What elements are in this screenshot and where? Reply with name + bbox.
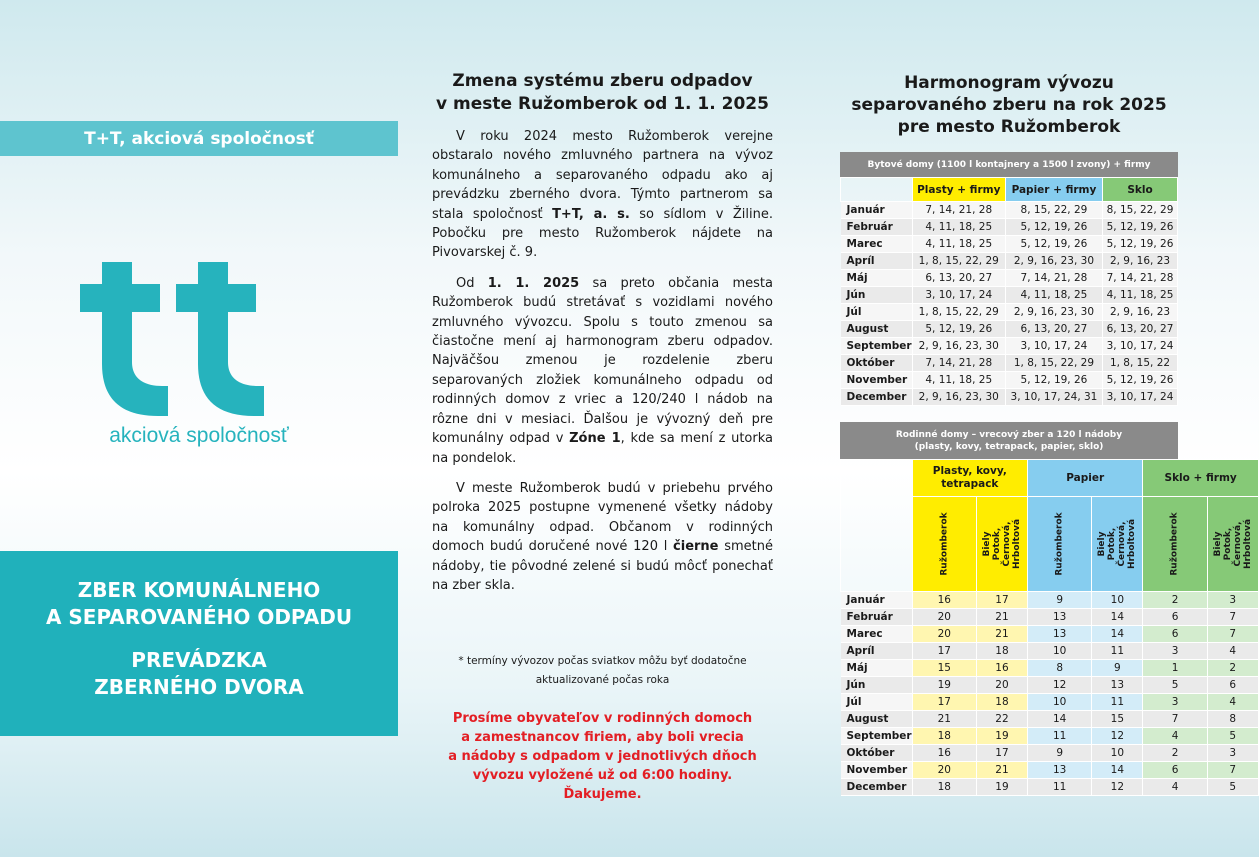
table-row (841, 338, 1178, 355)
day-cell: 9 (1028, 745, 1092, 762)
article-body (432, 127, 773, 606)
footnote-line: aktualizované počas roka (535, 674, 670, 686)
day-cell: 5 (1207, 779, 1258, 796)
dates-cell: 2, 9, 16, 23 (1103, 253, 1178, 270)
day-cell: 7 (1207, 762, 1258, 779)
group-header-glass: Sklo + firmy (1143, 460, 1258, 497)
day-cell: 21 (976, 609, 1027, 626)
day-cell: 4 (1143, 728, 1207, 745)
month-cell: September (841, 338, 913, 355)
table-row (841, 762, 1259, 779)
table-row (841, 660, 1259, 677)
dates-cell: 4, 11, 18, 25 (912, 219, 1005, 236)
schedule-title-line: separovaného zberu na rok 2025 (851, 95, 1167, 115)
table-row (841, 389, 1178, 406)
dates-cell: 5, 12, 19, 26 (1103, 372, 1178, 389)
table-row (841, 745, 1259, 762)
day-cell: 13 (1092, 677, 1143, 694)
subheader-ruzomberok: Ružomberok (1028, 497, 1092, 592)
apartment-blocks-schedule-table (840, 177, 1178, 406)
brochure-title-line: A SEPAROVANÉHO ODPADU (45, 605, 353, 629)
subheader-ruzomberok: Ružomberok (912, 497, 976, 592)
column-header-glass: Sklo (1103, 178, 1178, 202)
table-row (841, 592, 1259, 609)
day-cell: 10 (1092, 745, 1143, 762)
month-cell: Máj (841, 270, 913, 287)
subheader-villages: Biely Potok, Černová, Hrboltová (976, 497, 1027, 592)
group-header-paper: Papier (1028, 460, 1143, 497)
dates-cell: 5, 12, 19, 26 (1103, 236, 1178, 253)
day-cell: 21 (976, 762, 1027, 779)
table2-heading (840, 422, 1178, 459)
dates-cell: 2, 9, 16, 23 (1103, 304, 1178, 321)
schedule-title-line: Harmonogram vývozu (904, 73, 1114, 93)
day-cell: 21 (976, 626, 1027, 643)
dates-cell: 3, 10, 17, 24 (912, 287, 1005, 304)
day-cell: 14 (1092, 762, 1143, 779)
day-cell: 4 (1143, 779, 1207, 796)
dates-cell: 7, 14, 21, 28 (1103, 270, 1178, 287)
group-header-plastics: Plasty, kovy, tetrapack (912, 460, 1027, 497)
day-cell: 9 (1092, 660, 1143, 677)
dates-cell: 4, 11, 18, 25 (1005, 287, 1102, 304)
dates-cell: 4, 11, 18, 25 (1103, 287, 1178, 304)
dates-cell: 7, 14, 21, 28 (912, 355, 1005, 372)
notice-line: vývozu vyložené už od 6:00 hodiny. Ďakujeme. (472, 768, 733, 802)
notice-line: a zamestnancov firiem, aby boli vrecia (461, 730, 744, 745)
schedule-title (840, 72, 1178, 138)
table-row (841, 304, 1178, 321)
dates-cell: 2, 9, 16, 23, 30 (912, 389, 1005, 406)
month-cell: Apríl (841, 253, 913, 270)
day-cell: 18 (912, 779, 976, 796)
table1-heading: Bytové domy (1100 l kontajnery a 1500 l zvony) + firmy (840, 152, 1178, 177)
day-cell: 16 (912, 592, 976, 609)
day-cell: 7 (1207, 609, 1258, 626)
dates-cell: 6, 13, 20, 27 (1005, 321, 1102, 338)
day-cell: 20 (912, 762, 976, 779)
day-cell: 21 (912, 711, 976, 728)
dates-cell: 1, 8, 15, 22 (1103, 355, 1178, 372)
paragraph-2: Od 1. 1. 2025 sa preto občania mesta Ružomberok budú stretávať s vozidlami nového zmluvného vývozcu. Spolu s touto zmenou sa čiastočne mení aj harmonogram zberu odpadov. Najväčšou zmenou je rozdelenie zberu separovaných zložiek komunálneho odpadu od rodinných domov z vriec a 120/240 l nádob na rôzne dni v mesiaci. Ďalšou je vývozný deň pre komunálny odpad v Zóne 1, kde sa mení z utorka na pondelok. (432, 275, 773, 466)
day-cell: 16 (976, 660, 1027, 677)
month-cell: November (841, 762, 913, 779)
column-header-paper: Papier + firmy (1005, 178, 1102, 202)
day-cell: 13 (1028, 626, 1092, 643)
month-cell: Apríl (841, 643, 913, 660)
day-cell: 10 (1092, 592, 1143, 609)
dates-cell: 4, 11, 18, 25 (912, 236, 1005, 253)
month-cell: Máj (841, 660, 913, 677)
month-cell: Október (841, 745, 913, 762)
day-cell: 14 (1092, 609, 1143, 626)
month-cell: September (841, 728, 913, 745)
dates-cell: 6, 13, 20, 27 (1103, 321, 1178, 338)
day-cell: 3 (1143, 694, 1207, 711)
schedule-title-line: pre mesto Ružomberok (897, 117, 1121, 137)
brochure-subtitle-line: ZBERNÉHO DVORA (94, 675, 304, 699)
dates-cell: 7, 14, 21, 28 (912, 202, 1005, 219)
month-cell: August (841, 711, 913, 728)
article-title-line: v meste Ružomberok od 1. 1. 2025 (436, 94, 769, 114)
month-cell: Jún (841, 287, 913, 304)
dates-cell: 7, 14, 21, 28 (1005, 270, 1102, 287)
day-cell: 20 (912, 626, 976, 643)
dates-cell: 1, 8, 15, 22, 29 (1005, 355, 1102, 372)
tt-logo-icon (80, 262, 300, 422)
day-cell: 10 (1028, 643, 1092, 660)
day-cell: 18 (912, 728, 976, 745)
dates-cell: 2, 9, 16, 23, 30 (1005, 304, 1102, 321)
day-cell: 12 (1028, 677, 1092, 694)
table-row (841, 728, 1259, 745)
month-cell: December (841, 779, 913, 796)
table-row (841, 643, 1259, 660)
day-cell: 2 (1207, 660, 1258, 677)
brochure-title-line: ZBER KOMUNÁLNEHO (77, 578, 321, 602)
day-cell: 5 (1207, 728, 1258, 745)
dates-cell: 2, 9, 16, 23, 30 (912, 338, 1005, 355)
subheader-villages: Biely Potok, Černová, Hrboltová (1207, 497, 1258, 592)
table-row (841, 236, 1178, 253)
day-cell: 10 (1028, 694, 1092, 711)
table2-heading-line: Rodinné domy – vrecový zber a 120 l nádoby (895, 429, 1123, 440)
day-cell: 1 (1143, 660, 1207, 677)
table-row (841, 677, 1259, 694)
table-row (841, 711, 1259, 728)
table-row (841, 253, 1178, 270)
residents-notice (432, 709, 773, 804)
day-cell: 4 (1207, 694, 1258, 711)
article-title-line: Zmena systému zberu odpadov (452, 71, 753, 91)
notice-line: a nádoby s odpadom v jednotlivých dňoch (448, 749, 757, 764)
day-cell: 11 (1028, 728, 1092, 745)
dates-cell: 5, 12, 19, 26 (1103, 219, 1178, 236)
day-cell: 19 (912, 677, 976, 694)
dates-cell: 3, 10, 17, 24 (1005, 338, 1102, 355)
notice-line: Prosíme obyvateľov v rodinných domoch (452, 711, 753, 726)
month-column-header (841, 460, 913, 592)
day-cell: 7 (1207, 626, 1258, 643)
day-cell: 15 (912, 660, 976, 677)
month-cell: Január (841, 592, 913, 609)
day-cell: 2 (1143, 592, 1207, 609)
day-cell: 9 (1028, 592, 1092, 609)
month-cell: Február (841, 609, 913, 626)
brochure-title-block (0, 551, 398, 736)
day-cell: 3 (1143, 643, 1207, 660)
footnote-line: * termíny vývozov počas sviatkov môžu byť dodatočne (458, 655, 747, 667)
table-row (841, 779, 1259, 796)
month-cell: November (841, 372, 913, 389)
day-cell: 5 (1143, 677, 1207, 694)
company-banner: T+T, akciová spoločnosť (0, 121, 398, 156)
day-cell: 12 (1092, 728, 1143, 745)
day-cell: 8 (1028, 660, 1092, 677)
day-cell: 3 (1207, 592, 1258, 609)
month-cell: August (841, 321, 913, 338)
dates-cell: 2, 9, 16, 23, 30 (1005, 253, 1102, 270)
column-header-plastics: Plasty + firmy (912, 178, 1005, 202)
day-cell: 20 (912, 609, 976, 626)
paragraph-1: V roku 2024 mesto Ružomberok verejne obstaralo nového zmluvného partnera na vývoz komunálneho a separovaného odpadu ako aj prevádzku zberného dvora. Týmto partnerom sa stala spoločnosť T+T, a. s. so sídlom v Žiline. Pobočku pre mesto Ružomberok nájdete na Pivovarskej č. 9. (432, 129, 774, 261)
article-title (430, 70, 775, 116)
day-cell: 14 (1028, 711, 1092, 728)
day-cell: 6 (1143, 609, 1207, 626)
table-row (841, 219, 1178, 236)
dates-cell: 6, 13, 20, 27 (912, 270, 1005, 287)
table-row (841, 355, 1178, 372)
dates-cell: 3, 10, 17, 24 (1103, 338, 1178, 355)
day-cell: 2 (1143, 745, 1207, 762)
table2-heading-line: (plasty, kovy, tetrapack, papier, sklo) (914, 441, 1104, 452)
table-row (841, 270, 1178, 287)
day-cell: 11 (1092, 694, 1143, 711)
month-cell: Júl (841, 304, 913, 321)
day-cell: 8 (1207, 711, 1258, 728)
day-cell: 6 (1207, 677, 1258, 694)
day-cell: 18 (976, 694, 1027, 711)
day-cell: 19 (976, 728, 1027, 745)
day-cell: 17 (976, 745, 1027, 762)
day-cell: 17 (976, 592, 1027, 609)
month-cell: Február (841, 219, 913, 236)
month-cell: Júl (841, 694, 913, 711)
dates-cell: 1, 8, 15, 22, 29 (912, 253, 1005, 270)
day-cell: 14 (1092, 626, 1143, 643)
month-cell: Január (841, 202, 913, 219)
month-column-header (841, 178, 913, 202)
dates-cell: 3, 10, 17, 24 (1103, 389, 1178, 406)
day-cell: 18 (976, 643, 1027, 660)
month-cell: Marec (841, 236, 913, 253)
day-cell: 15 (1092, 711, 1143, 728)
brochure-subtitle-line: PREVÁDZKA (131, 648, 267, 672)
day-cell: 13 (1028, 609, 1092, 626)
day-cell: 12 (1092, 779, 1143, 796)
day-cell: 19 (976, 779, 1027, 796)
dates-cell: 8, 15, 22, 29 (1005, 202, 1102, 219)
month-cell: Marec (841, 626, 913, 643)
footnote (432, 652, 773, 690)
dates-cell: 4, 11, 18, 25 (912, 372, 1005, 389)
table-row (841, 626, 1259, 643)
table-row (841, 694, 1259, 711)
table-row (841, 287, 1178, 304)
subheader-ruzomberok: Ružomberok (1143, 497, 1207, 592)
day-cell: 13 (1028, 762, 1092, 779)
dates-cell: 8, 15, 22, 29 (1103, 202, 1178, 219)
day-cell: 17 (912, 643, 976, 660)
dates-cell: 5, 12, 19, 26 (1005, 372, 1102, 389)
month-cell: December (841, 389, 913, 406)
subheader-villages: Biely Potok, Černová, Hrboltová (1092, 497, 1143, 592)
day-cell: 3 (1207, 745, 1258, 762)
dates-cell: 5, 12, 19, 26 (1005, 219, 1102, 236)
dates-cell: 1, 8, 15, 22, 29 (912, 304, 1005, 321)
day-cell: 11 (1092, 643, 1143, 660)
table-row (841, 202, 1178, 219)
day-cell: 17 (912, 694, 976, 711)
paragraph-3: V meste Ružomberok budú v priebehu prvého polroka 2025 postupne vymenené všetky nádoby na komunálny odpad. Občanom v rodinných domoch budú doručené nové 120 l čierne smetné nádoby, tie pôvodné zelené si budú môcť ponechať na zber skla. (432, 480, 773, 593)
day-cell: 7 (1143, 711, 1207, 728)
day-cell: 4 (1207, 643, 1258, 660)
dates-cell: 5, 12, 19, 26 (912, 321, 1005, 338)
family-houses-schedule-table (840, 459, 1259, 796)
day-cell: 6 (1143, 626, 1207, 643)
table-row (841, 609, 1259, 626)
month-cell: Október (841, 355, 913, 372)
table-row (841, 372, 1178, 389)
dates-cell: 5, 12, 19, 26 (1005, 236, 1102, 253)
table-row (841, 321, 1178, 338)
day-cell: 20 (976, 677, 1027, 694)
month-cell: Jún (841, 677, 913, 694)
day-cell: 16 (912, 745, 976, 762)
dates-cell: 3, 10, 17, 24, 31 (1005, 389, 1102, 406)
logo-text: akciová spoločnosť (109, 424, 289, 447)
day-cell: 22 (976, 711, 1027, 728)
day-cell: 11 (1028, 779, 1092, 796)
day-cell: 6 (1143, 762, 1207, 779)
